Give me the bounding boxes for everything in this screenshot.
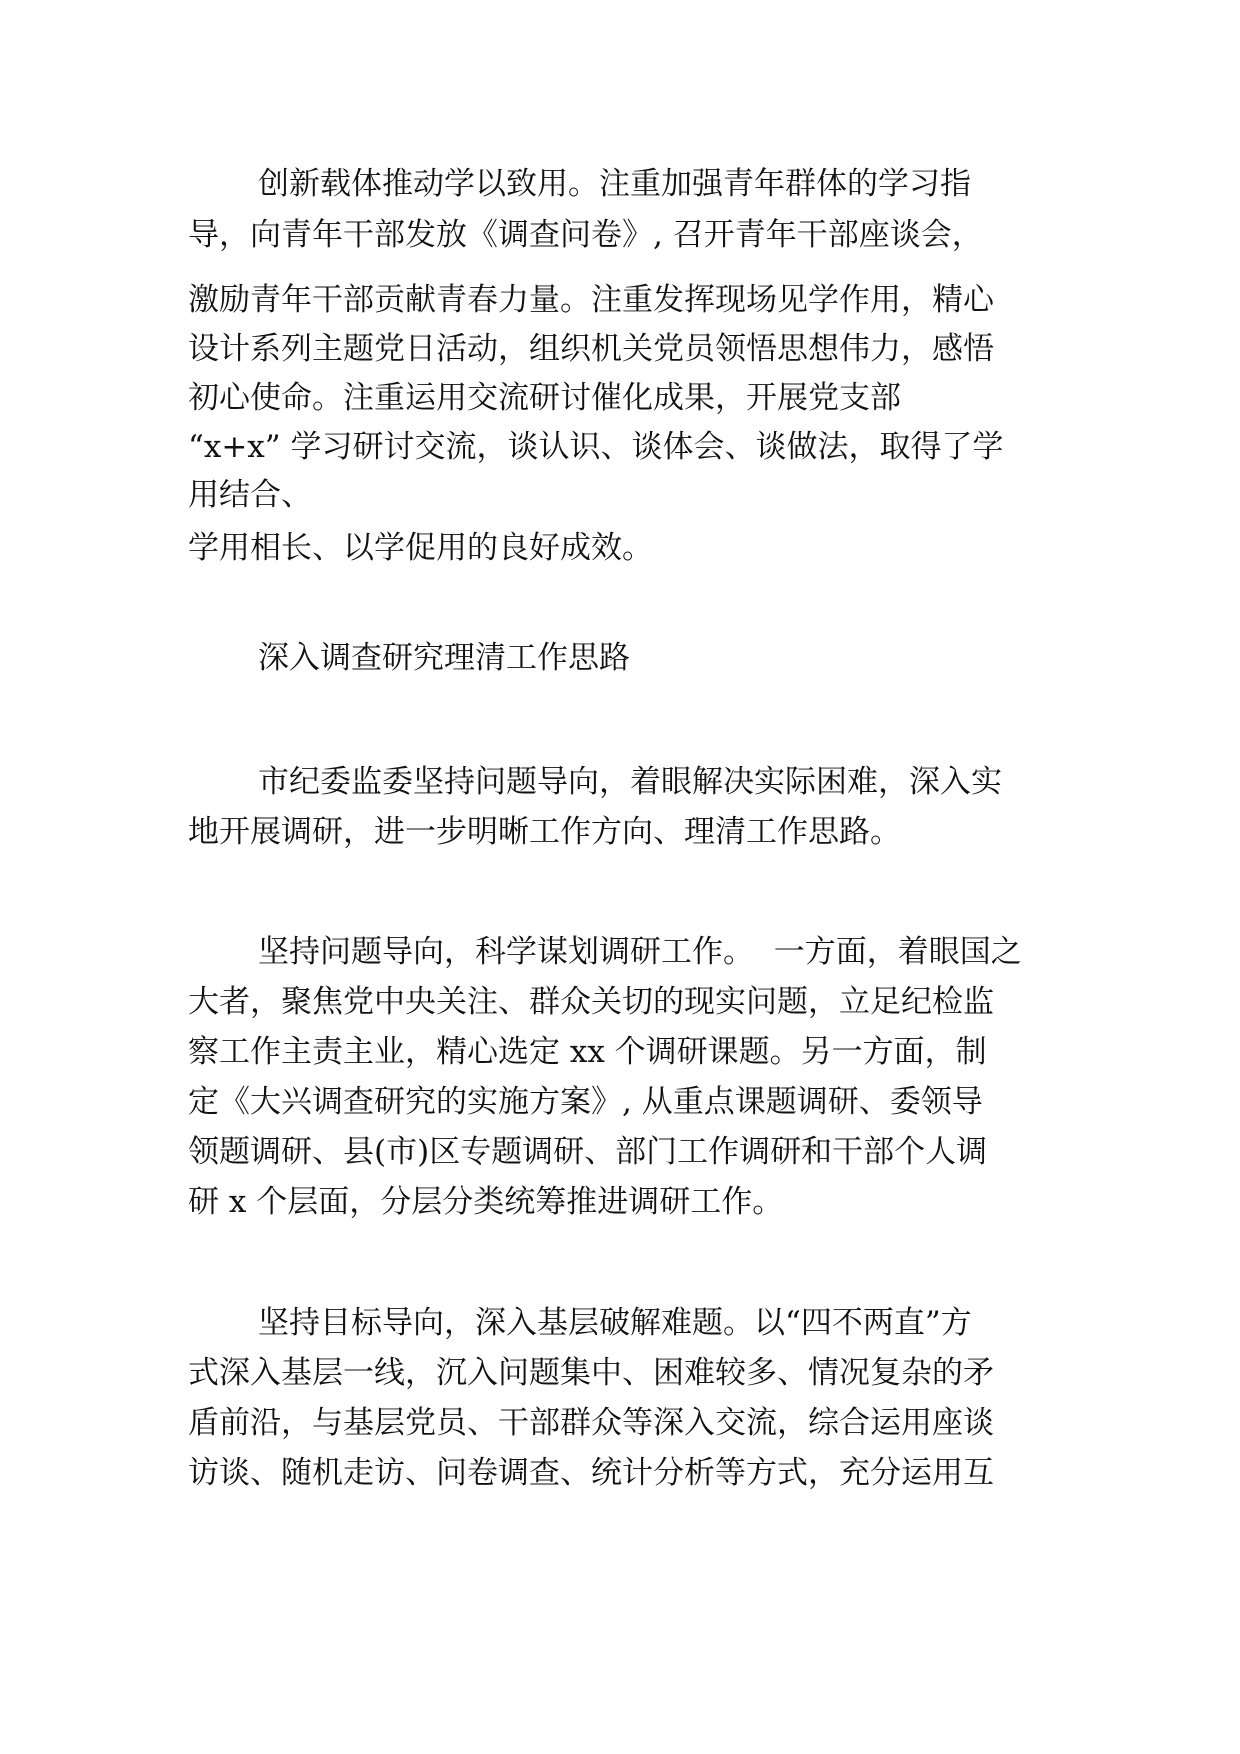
paragraph-4-line-3: 盾前沿，与基层党员、干部群众等深入交流，综合运用座谈 (188, 1405, 994, 1441)
paragraph-1-line-1: 创新载体推动学以致用。注重加强青年群体的学习指 (258, 166, 971, 202)
paragraph-3-line-4: 定《大兴调查研究的实施方案》, 从重点课题调研、委领导 (188, 1084, 983, 1120)
paragraph-1-line-5: 初心使命。注重运用交流研讨催化成果，开展党支部 (188, 380, 901, 416)
paragraph-1-line-7: 用结合、 (188, 477, 312, 513)
paragraph-3-line-3: 察工作主责主业，精心选定 xx 个调研课题。另一方面，制 (188, 1034, 987, 1070)
paragraph-3-line-2: 大者，聚焦党中央关注、群众关切的现实问题，立足纪检监 (188, 984, 994, 1020)
paragraph-3-line-6: 研 x 个层面，分层分类统筹推进调研工作。 (188, 1184, 784, 1220)
paragraph-2-line-1: 市纪委监委坚持问题导向，着眼解决实际困难，深入实 (258, 764, 1002, 800)
paragraph-3-line-1: 坚持问题导向，科学谋划调研工作。 一方面，着眼国之 (258, 934, 1022, 970)
paragraph-1-line-6: “x+x” 学习研讨交流，谈认识、谈体会、谈做法，取得了学 (188, 429, 1004, 465)
paragraph-2-line-2: 地开展调研，进一步明晰工作方向、理清工作思路。 (188, 814, 901, 850)
paragraph-1-line-8: 学用相长、以学促用的良好成效。 (188, 530, 653, 566)
paragraph-4-line-4: 访谈、随机走访、问卷调查、统计分析等方式，充分运用互 (188, 1455, 994, 1491)
paragraph-1-line-4: 设计系列主题党日活动，组织机关党员领悟思想伟力，感悟 (188, 331, 994, 367)
section-heading: 深入调查研究理清工作思路 (258, 640, 630, 676)
paragraph-3-line-5: 领题调研、县(市)区专题调研、部门工作调研和干部个人调 (188, 1134, 988, 1170)
paragraph-4-line-2: 式深入基层一线，沉入问题集中、困难较多、情况复杂的矛 (188, 1355, 994, 1391)
paragraph-1-line-2: 导，向青年干部发放《调查问卷》, 召开青年干部座谈会， (188, 217, 983, 253)
paragraph-1-line-3: 激励青年干部贡献青春力量。注重发挥现场见学作用，精心 (188, 282, 994, 318)
paragraph-4-line-1: 坚持目标导向，深入基层破解难题。以“四不两直”方 (258, 1305, 972, 1341)
